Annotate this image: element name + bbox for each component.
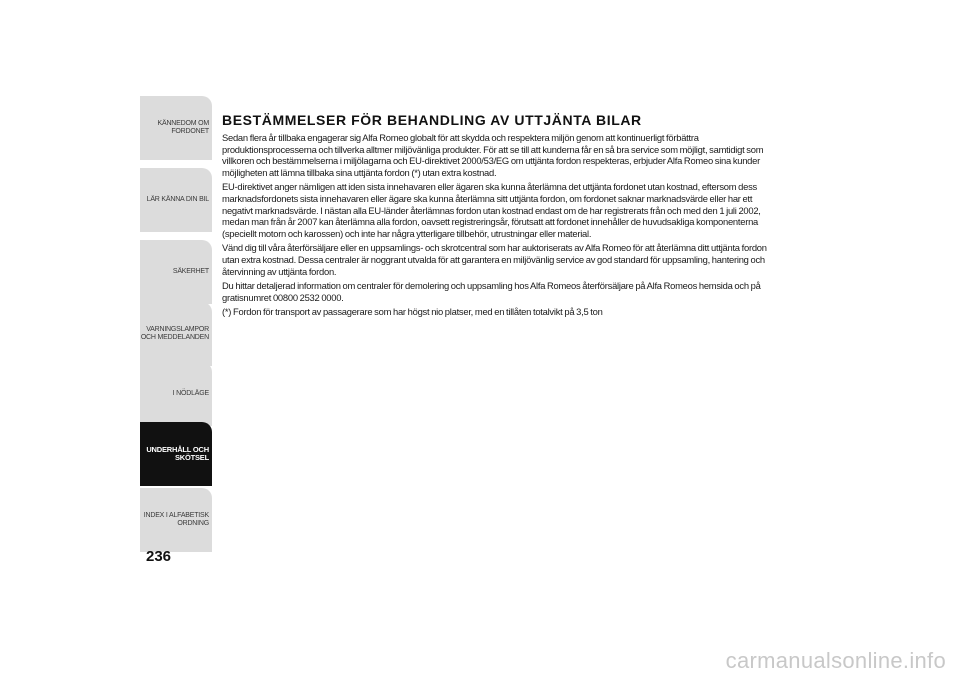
tab-sakerhet[interactable] xyxy=(140,240,212,304)
footnote: (*) Fordon för transport av passagerare som har högst nio platser, med en tillåten totalvikt på 3,5 ton xyxy=(222,306,603,318)
tab-index[interactable] xyxy=(140,488,212,552)
paragraph: Du hittar detaljerad information om centraler för demolering och uppsamling hos Alfa Romeos återförsäljare på Alfa Romeos hemsida och på gratisnumret 00800 2532 0000. xyxy=(222,280,761,303)
section-heading: BESTÄMMELSER FÖR BEHANDLING AV UTTJÄNTA BILAR xyxy=(222,112,642,128)
main-content xyxy=(222,112,774,321)
tab-label: KÄNNEDOM OM FORDONET xyxy=(157,120,209,135)
tab-i-nodlage[interactable] xyxy=(140,362,212,426)
paragraph: Sedan flera år tillbaka engagerar sig Alfa Romeo globalt för att skydda och respektera miljön genom att kontinuerligt förbättra produktionsprocesserna och tillverka alltmer miljövänliga produkter. För att se till att kunderna får en så bra service som möjligt, samtidigt som villkoren och bestämmelserna i miljölagarna och EU-direktivet 2000/53/EG om uttjänta fordon respekteras, erbjuder Alfa Romeo sina kunder möjligheten att lämna tillbaka sina uttjänta fordon (*) utan extra kostnad. xyxy=(222,132,764,178)
tab-label: VARNINGSLAMPOR OCH MEDDELANDEN xyxy=(140,326,209,341)
tab-label: INDEX I ALFABETISK ORDNING xyxy=(143,512,209,527)
tab-kannedom-om-fordonet[interactable] xyxy=(140,96,212,160)
tab-varningslampor[interactable] xyxy=(140,302,212,366)
tab-label: UNDERHÅLL OCH SKÖTSEL xyxy=(146,445,209,462)
tab-label: SÄKERHET xyxy=(172,268,209,275)
tab-label: I NÖDLÄGE xyxy=(172,390,209,397)
paragraph: EU-direktivet anger nämligen att iden sista innehavaren eller ägaren ska kunna återlämna det uttjänta fordonet utan kostnad, eftersom dess marknadsfordonets sista innehavaren eller ägare ska kunna återlämna sitt uttjänta fordon, om fordonet saknar marknadsvärde eller har ett negativt marknadsvärde. I nästan alla EU-länder återlämnas fordon utan kostnad endast om de har registrerats från och med den 1 juli 2002, medan man från år 2007 kan återlämna alla fordon, oavsett registreringsår, förutsatt att fordonet innehåller de huvudsakliga komponenterna (speciellt motorn och karossen) och inte har några ytterligare tillbehör, utrustningar eller material. xyxy=(222,181,761,239)
tab-underhall-och-skotsel[interactable] xyxy=(140,422,212,486)
page-number: 236 xyxy=(146,548,172,565)
tab-label: LÄR KÄNNA DIN BIL xyxy=(146,196,209,203)
paragraph: Vänd dig till våra återförsäljare eller en uppsamlings- och skrotcentral som har auktoriserats av Alfa Romeo för att återlämna ditt uttjänta fordon utan extra kostnad. Dessa centraler är noggrant utvalda för att garantera en miljövänlig service av god standard för uppsamling, hantering och återvinning av uttjänta fordon. xyxy=(222,242,767,277)
tab-lar-kanna-din-bil[interactable] xyxy=(140,168,212,232)
watermark: carmanualsonline.info xyxy=(725,648,946,673)
